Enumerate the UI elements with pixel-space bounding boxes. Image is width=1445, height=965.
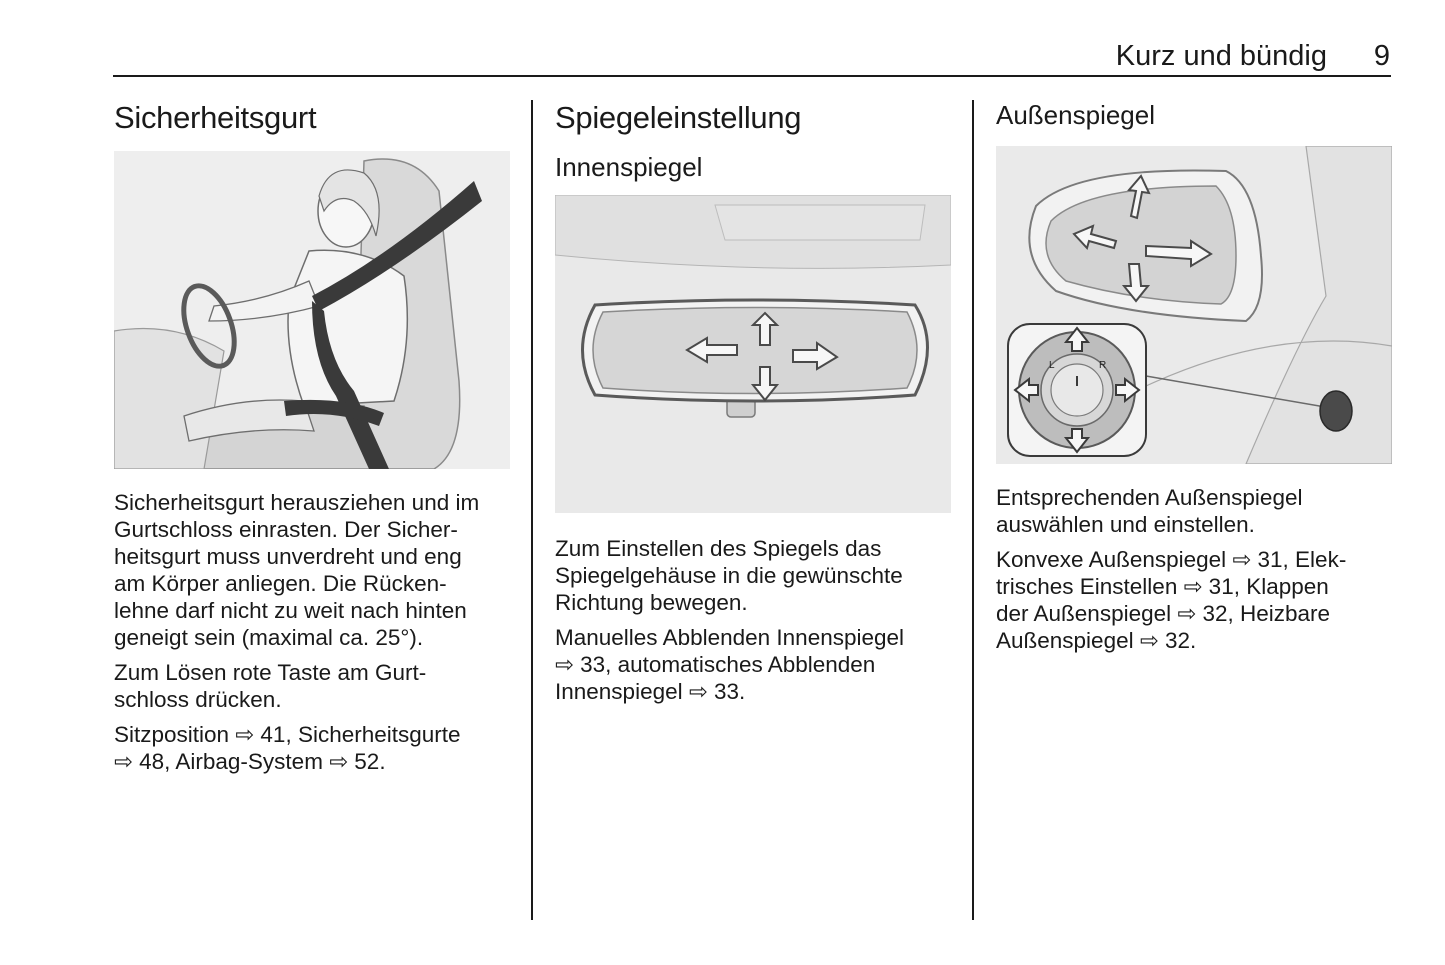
text-line: Zum Einstellen des Spiegels das — [555, 536, 882, 561]
text-line: ⇨ 48, Airbag-System ⇨ 52. — [114, 749, 386, 774]
column-divider — [972, 100, 974, 920]
paragraph — [114, 659, 510, 713]
paragraph — [114, 489, 510, 651]
switch-label-right: R — [1099, 360, 1107, 371]
text-line: geneigt sein (maximal ca. 25°). — [114, 625, 424, 650]
text-line: ⇨ 33, automatisches Abblenden — [555, 652, 876, 677]
subsection-heading: Außenspiegel — [996, 100, 1155, 130]
text-line: am Körper anliegen. Die Rücken- — [114, 571, 447, 596]
cross-reference — [996, 546, 1392, 654]
switch-label-left: L — [1049, 360, 1055, 371]
section-heading: Spiegeleinstellung — [555, 100, 802, 135]
text-line: Sitzposition ⇨ 41, Sicherheitsgurte — [114, 722, 461, 747]
text-line: Zum Lösen rote Taste am Gurt- — [114, 660, 427, 685]
seatbelt-text — [114, 489, 510, 775]
page-number: 9 — [1373, 40, 1390, 72]
subsection-heading: Innenspiegel — [555, 152, 703, 182]
text-line: Sicherheitsgurt herausziehen und im — [114, 490, 480, 515]
paragraph — [996, 484, 1392, 538]
section-heading: Sicherheitsgurt — [114, 100, 317, 135]
text-line: Manuelles Abblenden Innenspiegel — [555, 625, 905, 650]
text-line: schloss drücken. — [114, 687, 282, 712]
text-line: Außenspiegel ⇨ 32. — [996, 628, 1197, 653]
text-line: Entsprechenden Außenspiegel — [996, 485, 1303, 510]
text-line: Gurtschloss einrasten. Der Sicher- — [114, 517, 458, 542]
cross-reference — [114, 721, 510, 775]
exterior-mirror-illustration — [996, 146, 1392, 464]
text-line: lehne darf nicht zu weit nach hinten — [114, 598, 467, 623]
interior-mirror-illustration — [555, 195, 951, 513]
section-mirror-adjustment — [555, 95, 951, 713]
text-line: trisches Einstellen ⇨ 31, Klappen — [996, 574, 1329, 599]
paragraph — [555, 535, 951, 616]
text-line: Spiegelgehäuse in die gewünschte — [555, 563, 903, 588]
section-seatbelt — [114, 95, 510, 783]
mirror-text — [555, 535, 951, 705]
section-exterior-mirror — [996, 95, 1392, 662]
text-line: Innenspiegel ⇨ 33. — [555, 679, 746, 704]
text-line: auswählen und einstellen. — [996, 512, 1255, 537]
exterior-mirror-text — [996, 484, 1392, 654]
seatbelt-illustration — [114, 151, 510, 469]
page-header-title: Kurz und bündig — [1115, 40, 1327, 72]
text-line: heitsgurt muss unverdreht und eng — [114, 544, 462, 569]
text-line: Konvexe Außenspiegel ⇨ 31, Elek- — [996, 547, 1347, 572]
text-line: der Außenspiegel ⇨ 32, Heizbare — [996, 601, 1331, 626]
column-divider — [531, 100, 533, 920]
header-rule — [113, 75, 1391, 77]
cross-reference — [555, 624, 951, 705]
text-line: Richtung bewegen. — [555, 590, 748, 615]
